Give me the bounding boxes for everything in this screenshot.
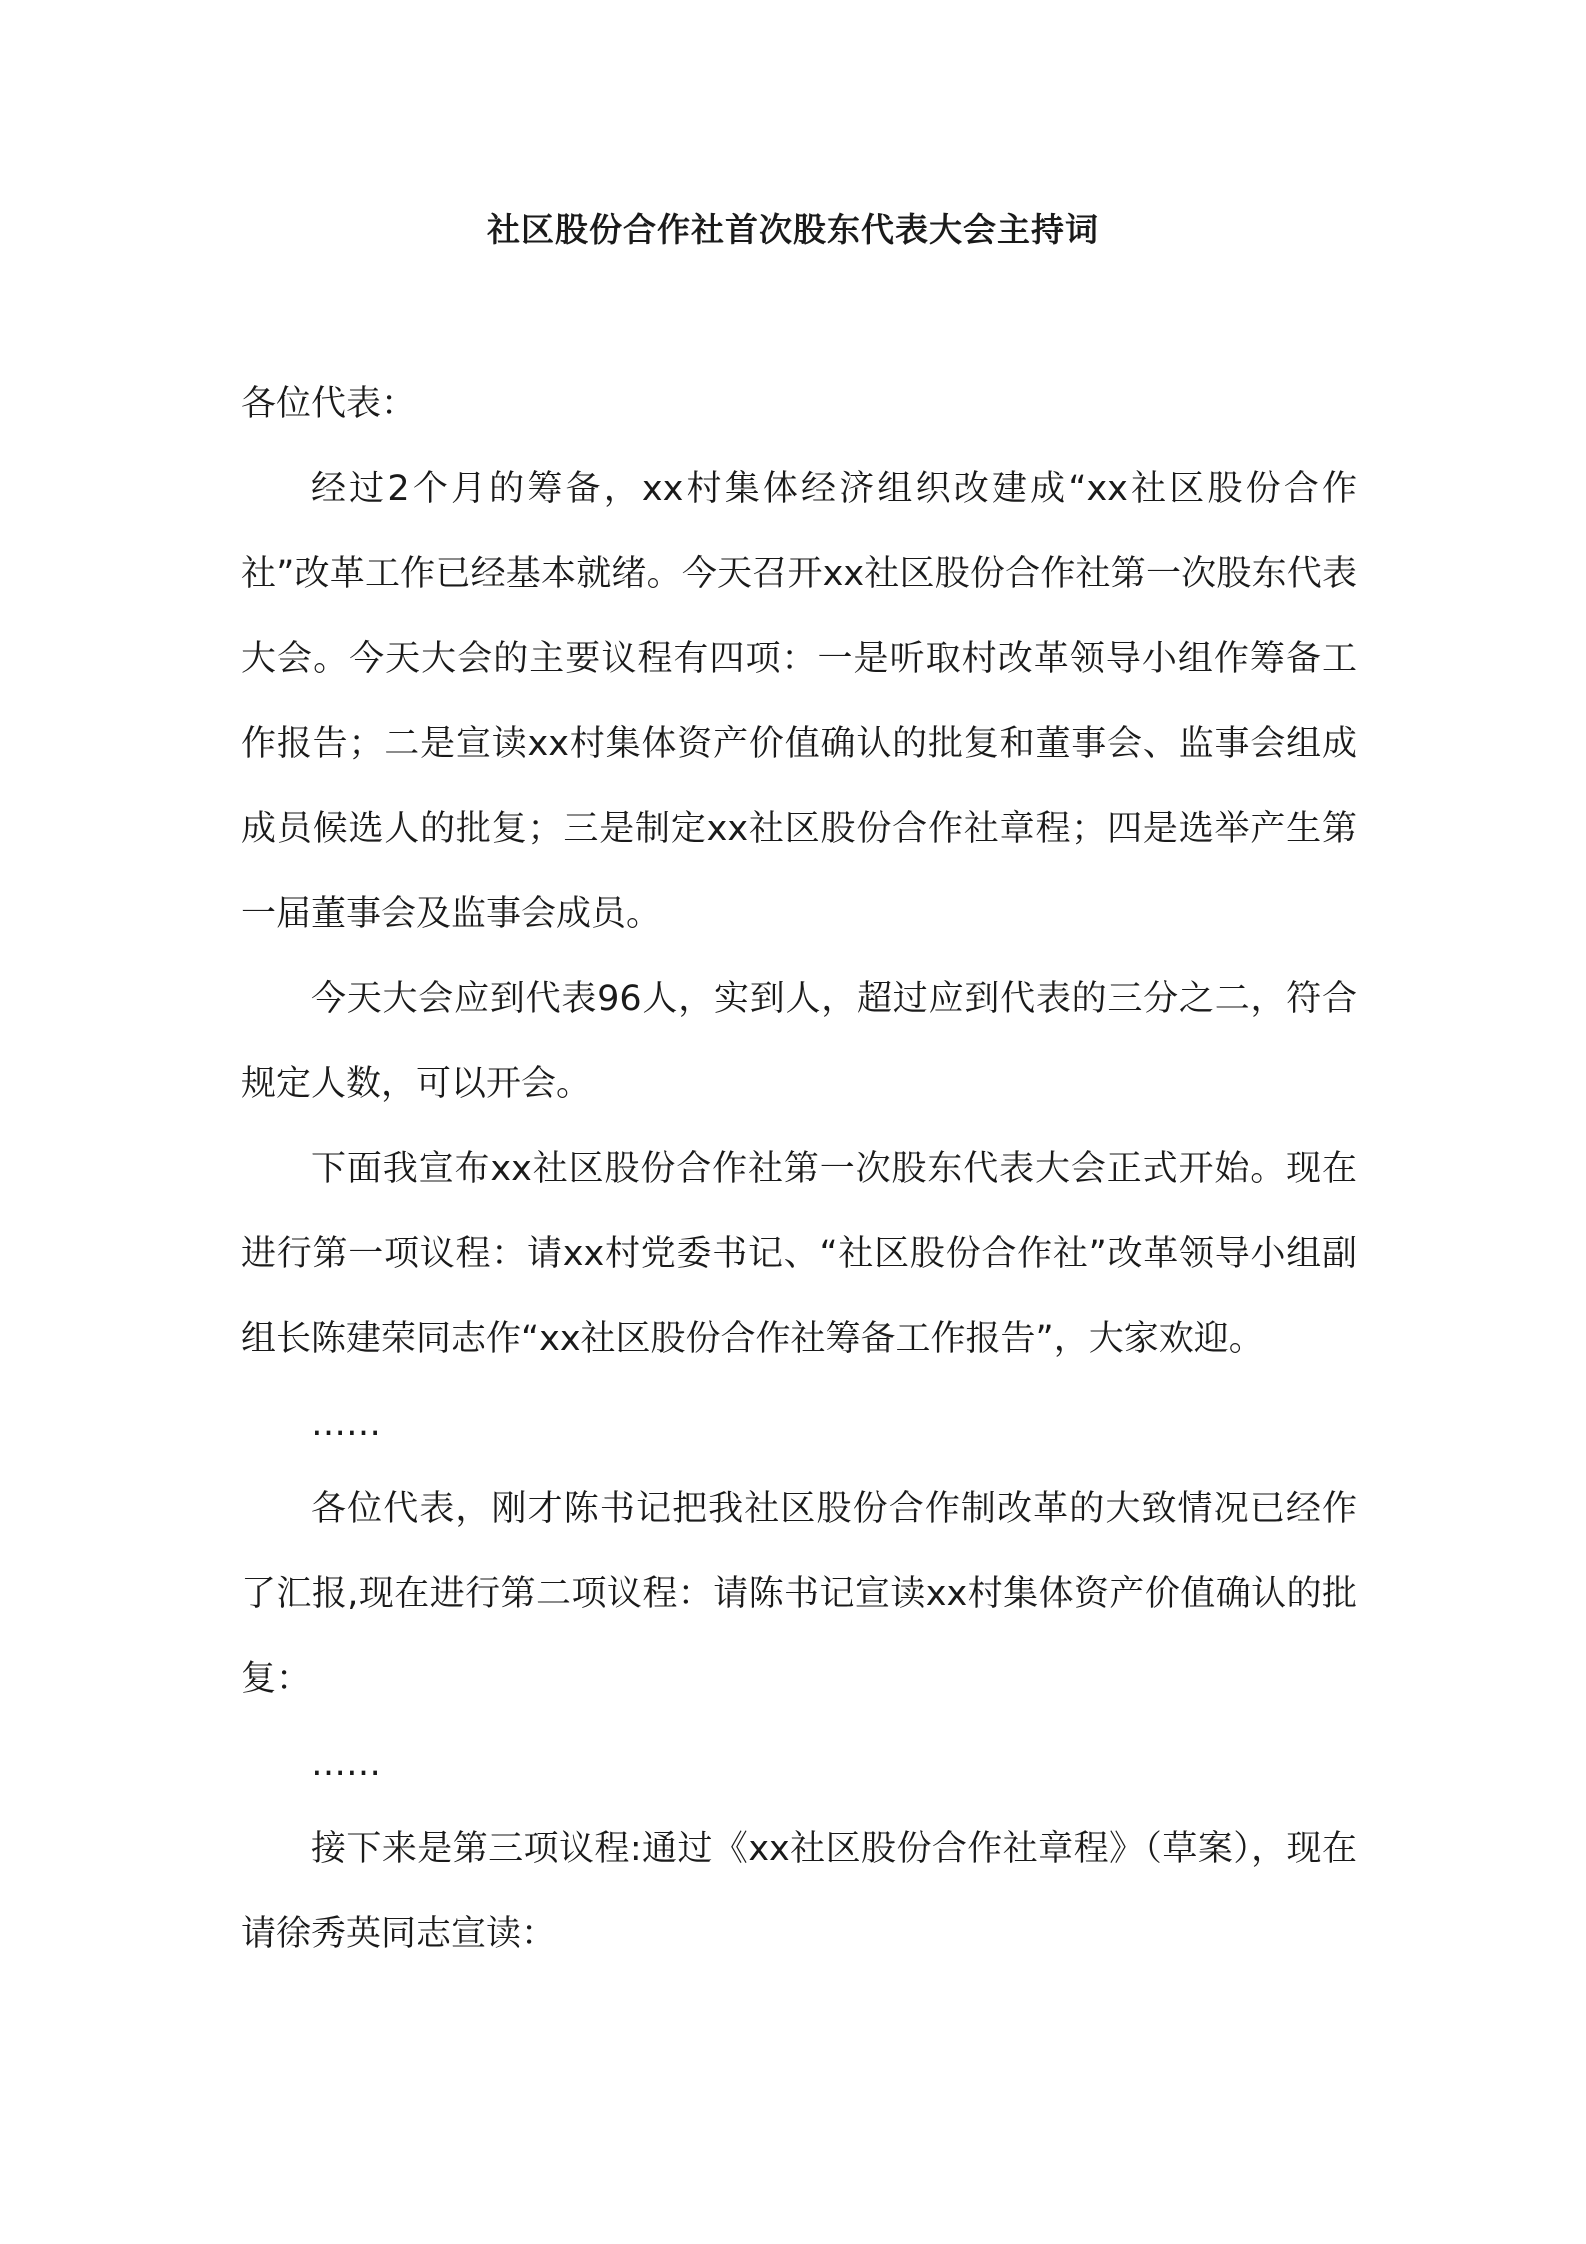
- ellipsis-1: ……: [311, 1404, 381, 1444]
- document-body: [241, 362, 1357, 1977]
- paragraph-opening: 经过2个月的筹备，xx村集体经济组织改建成“xx社区股份合作社”改革工作已经基本就绪。今天召开xx社区股份合作社第一次股东代表大会。今天大会的主要议程有四项：一是听取村改革领导小组作筹备工作报告；二是宣读xx村集体资产价值确认的批复和董事会、监事会组成成员候选人的批复；三是制定xx社区股份合作社章程；四是选举产生第一届董事会及监事会成员。: [241, 469, 1357, 934]
- ellipsis-2: ……: [311, 1744, 381, 1784]
- salutation: 各位代表：: [241, 384, 417, 424]
- document-title: 社区股份合作社首次股东代表大会主持词: [487, 210, 1099, 249]
- paragraph-third-agenda: 接下来是第三项议程:通过《xx社区股份合作社章程》（草案），现在请徐秀英同志宣读：: [241, 1829, 1357, 1954]
- paragraph-first-agenda: 下面我宣布xx社区股份合作社第一次股东代表大会正式开始。现在进行第一项议程：请xx村党委书记、“社区股份合作社”改革领导小组副组长陈建荣同志作“xx社区股份合作社筹备工作报告”，大家欢迎。: [241, 1149, 1357, 1359]
- paragraph-attendance: 今天大会应到代表96人，实到人，超过应到代表的三分之二，符合规定人数，可以开会。: [241, 979, 1357, 1104]
- paragraph-second-agenda: 各位代表，刚才陈书记把我社区股份合作制改革的大致情况已经作了汇报,现在进行第二项议程：请陈书记宣读xx村集体资产价值确认的批复：: [241, 1489, 1357, 1699]
